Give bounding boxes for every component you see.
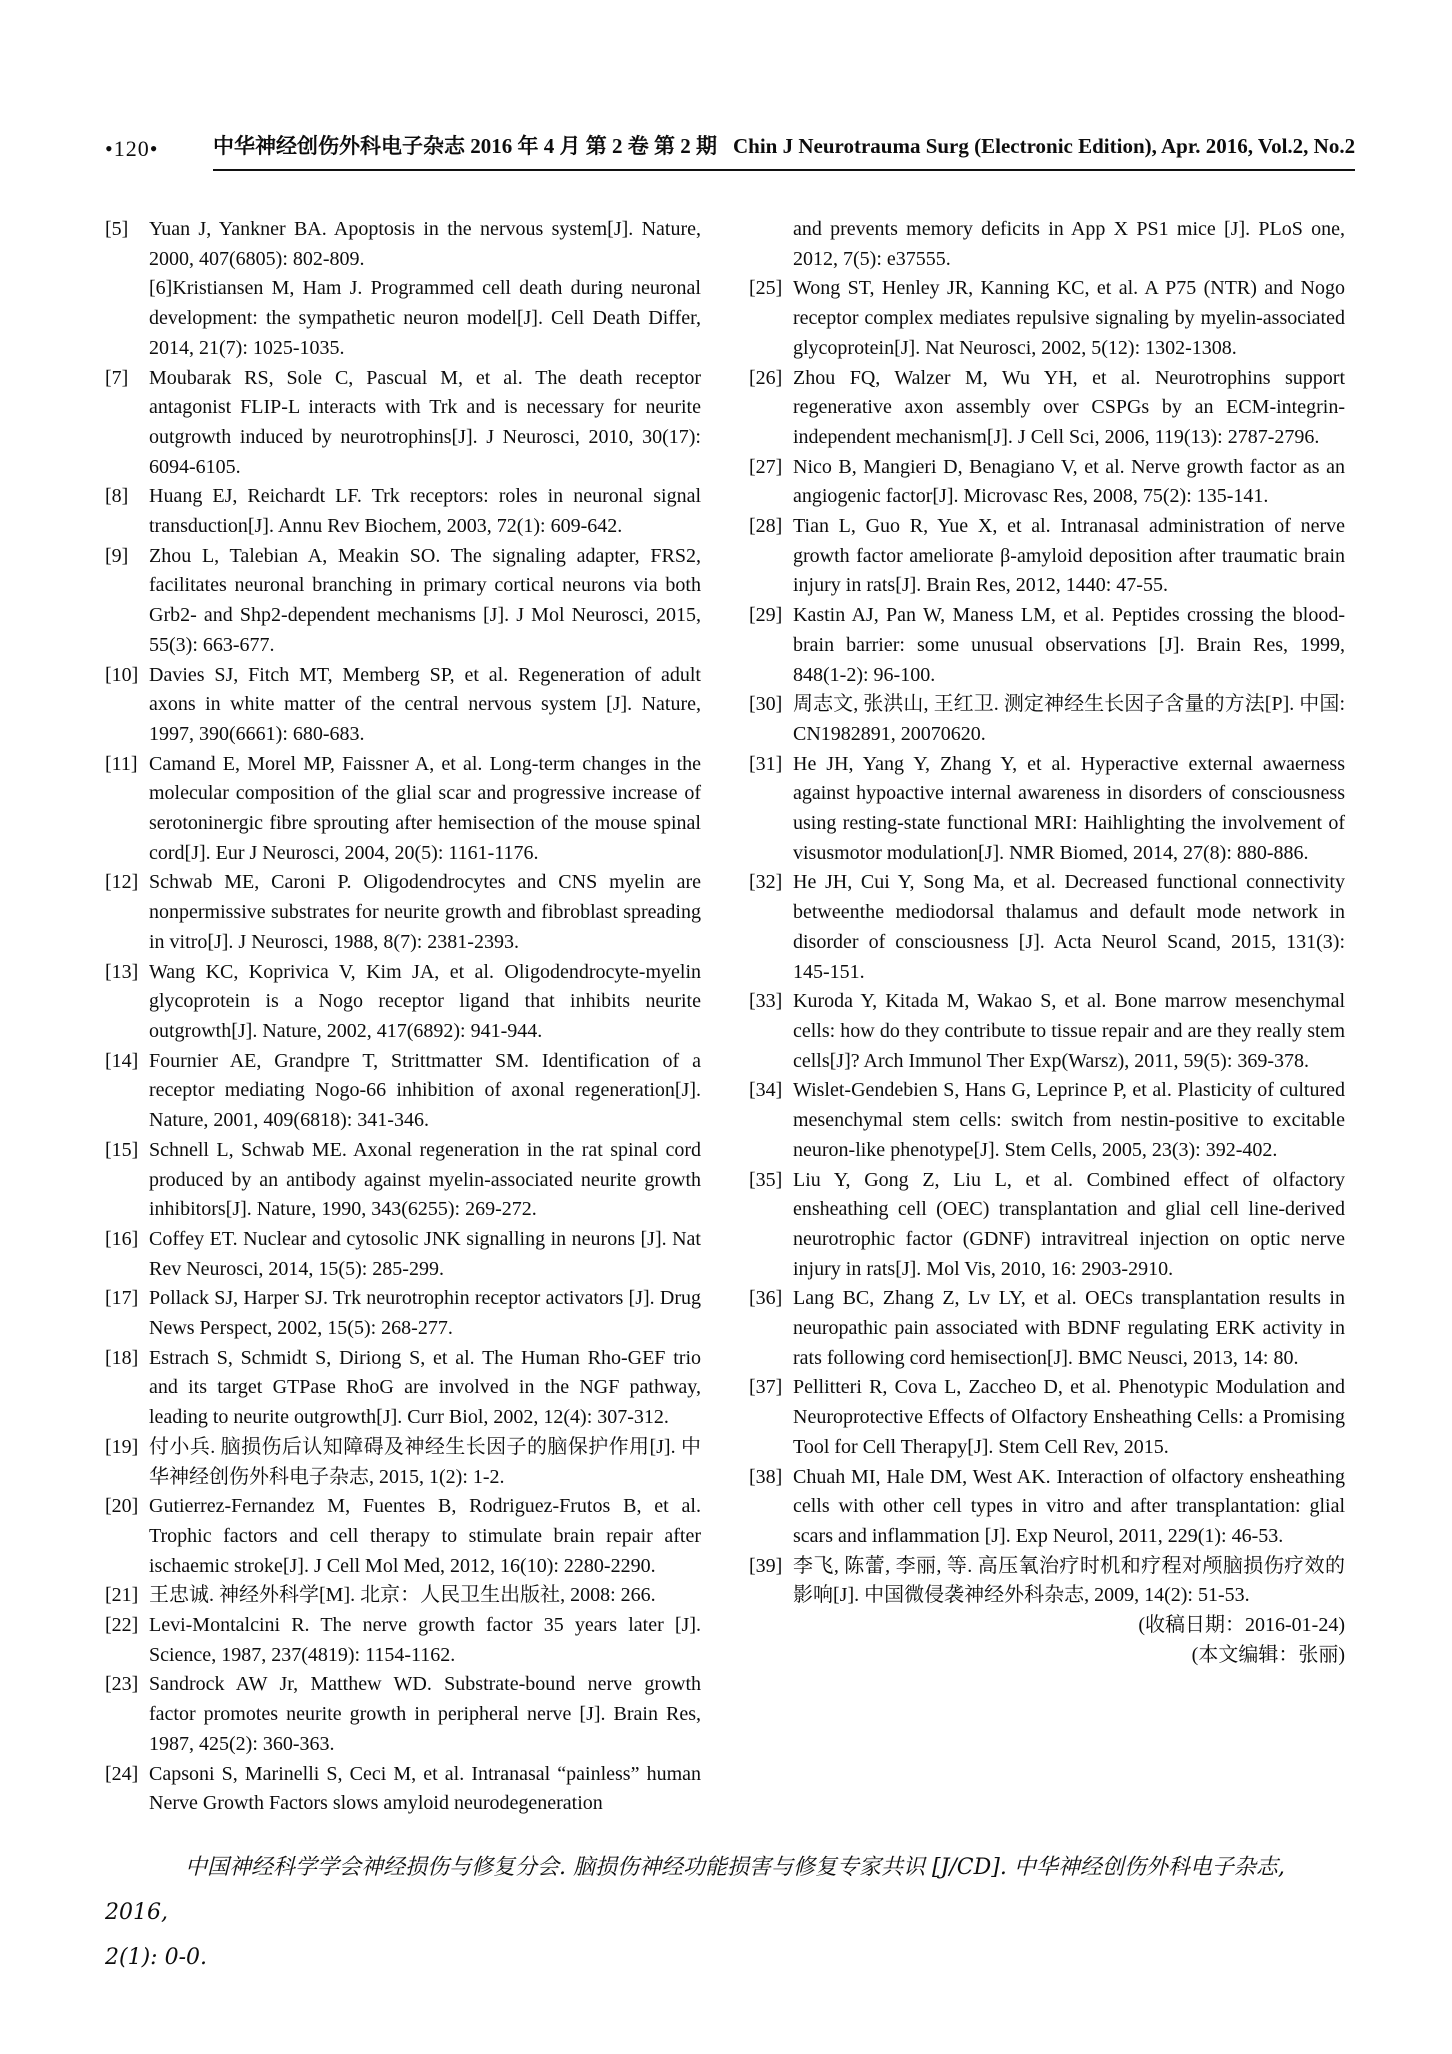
reference-item (749, 274, 1345, 363)
reference-number: [22] (105, 1614, 139, 1637)
references-column-left (105, 215, 701, 1819)
reference-item (105, 482, 701, 541)
reference-number: [25] (749, 277, 783, 300)
reference-item (105, 215, 701, 364)
reference-text-line: Fournier AE, Grandpre T, Strittmatter SM. Identification of a receptor mediating Nogo-66 inhibition of axonal regeneration[J]. Nature, 2001, 409(6818): 341-346. (149, 1049, 701, 1132)
reference-item (749, 1284, 1345, 1373)
reference-item (749, 1166, 1345, 1285)
reference-item (749, 1463, 1345, 1552)
reference-number (749, 1611, 793, 1641)
reference-text (149, 1284, 701, 1343)
reference-item (105, 958, 701, 1047)
reference-text (793, 1463, 1345, 1552)
reference-number: [33] (749, 990, 783, 1013)
reference-text (149, 750, 701, 869)
reference-text-line: Pollack SJ, Harper SJ. Trk neurotrophin receptor activators [J]. Drug News Perspect, 2002, 15(5): 268-277. (149, 1287, 701, 1340)
references-column-right (749, 215, 1345, 1819)
reference-text-line: He JH, Cui Y, Song Ma, et al. Decreased functional connectivity betweenthe mediodorsal thalamus and default mode network in disorder of consciousness [J]. Acta Neurol Scand, 2015, 131(3): 145-151. (793, 871, 1345, 983)
reference-item (105, 1047, 701, 1136)
reference-item (749, 987, 1345, 1076)
reference-text-line: Schnell L, Schwab ME. Axonal regeneration in the rat spinal cord produced by an antibody against myelin-associated neurite growth inhibitors[J]. Nature, 1990, 343(6255): 269-272. (149, 1138, 701, 1221)
reference-text-line: Capsoni S, Marinelli S, Ceci M, et al. Intranasal “painless” human Nerve Growth Factors slows amyloid neurodegeneration (149, 1762, 701, 1815)
reference-text (793, 1284, 1345, 1373)
reference-text-line: Coffey ET. Nuclear and cytosolic JNK signalling in neurons [J]. Nat Rev Neurosci, 2014, 15(5): 285-299. (149, 1227, 701, 1280)
reference-item (749, 1552, 1345, 1611)
reference-text (793, 1166, 1345, 1285)
reference-text-line: Kastin AJ, Pan W, Maness LM, et al. Peptides crossing the blood-brain barrier: some unusual observations [J]. Brain Res, 1999, 848(1-2): 96-100. (793, 604, 1345, 686)
reference-number: [35] (749, 1168, 783, 1191)
reference-number: [34] (749, 1079, 783, 1102)
reference-item (749, 453, 1345, 512)
reference-text-line: Estrach S, Schmidt S, Diriong S, et al. The Human Rho-GEF trio and its target GTPase RhoG are involved in the NGF pathway, leading to neurite outgrowth[J]. Curr Biol, 2002, 12(4): 307-312. (149, 1346, 701, 1429)
reference-text-line: Sandrock AW Jr, Matthew WD. Substrate-bound nerve growth factor promotes neurite growth in peripheral nerve [J]. Brain Res, 1987, 425(2): 360-363. (149, 1673, 701, 1755)
reference-number (749, 215, 793, 274)
reference-text (149, 1225, 701, 1284)
reference-text-line: and prevents memory deficits in App X PS1 mice [J]. PLoS one, 2012, 7(5): e37555. (793, 218, 1345, 270)
reference-text (793, 750, 1345, 869)
reference-text-line: Schwab ME, Caroni P. Oligodendrocytes and CNS myelin are nonpermissive substrates for neurite growth and fibroblast spreading in vitro[J]. J Neurosci, 1988, 8(7): 2381-2393. (149, 871, 701, 953)
reference-number: [31] (749, 752, 783, 775)
reference-item (105, 1492, 701, 1581)
colophon-line (749, 1641, 1345, 1671)
reference-text (149, 1047, 701, 1136)
reference-text-line: Wong ST, Henley JR, Kanning KC, et al. A P75 (NTR) and Nogo receptor complex mediates repulsive signaling by myelin-associated glycoprotein[J]. Nat Neurosci, 2002, 5(12): 1302-1308. (793, 277, 1345, 359)
reference-number: [30] (749, 693, 783, 716)
reference-number: [12] (105, 871, 139, 894)
reference-text-line: Davies SJ, Fitch MT, Memberg SP, et al. Regeneration of adult axons in white matter of the central nervous system [J]. Nature, 1997, 390(6661): 680-683. (149, 663, 701, 745)
reference-text (793, 1552, 1345, 1611)
reference-text-line: (本文编辑：张丽) (1191, 1643, 1345, 1666)
reference-text-line: Zhou L, Talebian A, Meakin SO. The signaling adapter, FRS2, facilitates neuronal branching in primary cortical neurons via both Grb2- and Shp2-dependent mechanisms [J]. J Mol Neurosci, 2015, 55(3): 663-677. (149, 544, 701, 656)
reference-text (793, 1076, 1345, 1165)
reference-item (105, 1611, 701, 1670)
reference-item (105, 1581, 701, 1611)
reference-text-line: Pellitteri R, Cova L, Zaccheo D, et al. Phenotypic Modulation and Neuroprotective Effects of Olfactory Ensheathing Cells: a Promising Tool for Cell Therapy[J]. Stem Cell Rev, 2015. (793, 1376, 1345, 1458)
reference-number: [9] (105, 544, 129, 567)
reference-continuation (749, 215, 1345, 274)
reference-item (749, 1373, 1345, 1462)
reference-text (149, 1670, 701, 1759)
reference-number: [24] (105, 1762, 139, 1785)
reference-text-line: Chuah MI, Hale DM, West AK. Interaction of olfactory ensheathing cells with other cell types in vitro and after transplantation: glial scars and inflammation [J]. Exp Neurol, 2011, 229(1): 46-53. (793, 1465, 1345, 1547)
reference-number: [21] (105, 1584, 139, 1607)
reference-text-line: Liu Y, Gong Z, Liu L, et al. Combined effect of olfactory ensheathing cell (OEC) transplantation and glial cell line-derived neurotrophic factor (GDNF) intravitreal injection on optic nerve injury in rats[J]. Mol Vis, 2010, 16: 2903-2910. (793, 1168, 1345, 1280)
reference-text (793, 601, 1345, 690)
reference-text (793, 274, 1345, 363)
reference-number: [10] (105, 663, 139, 686)
reference-text (149, 1492, 701, 1581)
reference-item (105, 1284, 701, 1343)
reference-number: [16] (105, 1227, 139, 1250)
reference-number: [29] (749, 604, 783, 627)
reference-text (149, 1611, 701, 1670)
reference-number: [26] (749, 366, 783, 389)
reference-number: [38] (749, 1465, 783, 1488)
reference-number: [18] (105, 1346, 139, 1369)
reference-text-line: He JH, Yang Y, Zhang Y, et al. Hyperactive external awaerness against hypoactive internal awareness in disorders of consciousness using resting-state functional MRI: Haihlighting the involvement of visusmotor modulation[J]. NMR Biomed, 2014, 27(8): 880-886. (793, 752, 1345, 864)
reference-text (793, 1611, 1345, 1641)
journal-title-en: Chin J Neurotrauma Surg (Electronic Edition), Apr. 2016, Vol.2, No.2 (733, 134, 1356, 158)
reference-item (749, 601, 1345, 690)
reference-number: [17] (105, 1287, 139, 1310)
reference-text-line: 王忠诚. 神经外科学[M]. 北京：人民卫生出版社, 2008: 266. (149, 1584, 656, 1607)
reference-item (105, 661, 701, 750)
reference-text (793, 364, 1345, 453)
reference-number: [27] (749, 455, 783, 478)
reference-text-line: Wislet-Gendebien S, Hans G, Leprince P, et al. Plasticity of cultured mesenchymal stem cells: switch from nestin-positive to excitable neuron-like phenotype[J]. Stem Cells, 2005, 23(3): 392-402. (793, 1079, 1345, 1161)
reference-text-line: Nico B, Mangieri D, Benagiano V, et al. Nerve growth factor as an angiogenic factor[J]. Microvasc Res, 2008, 75(2): 135-141. (793, 455, 1345, 508)
reference-text-line: (收稿日期：2016-01-24) (1138, 1614, 1345, 1637)
footer-citation (105, 1845, 1345, 1980)
reference-text (793, 690, 1345, 749)
reference-item (105, 1344, 701, 1433)
reference-number: [19] (105, 1435, 139, 1458)
reference-number: [20] (105, 1495, 139, 1518)
reference-number: [13] (105, 960, 139, 983)
reference-number: [5] (105, 218, 129, 240)
reference-item (105, 1760, 701, 1819)
reference-text (149, 215, 701, 364)
reference-text-line: Lang BC, Zhang Z, Lv LY, et al. OECs transplantation results in neuropathic pain associated with BDNF regulating ERK activity in rats following cord hemisection[J]. BMC Neusci, 2013, 14: 80. (793, 1287, 1345, 1369)
reference-text (149, 364, 701, 483)
reference-item (749, 750, 1345, 869)
reference-item (105, 1225, 701, 1284)
reference-text-line: 李飞, 陈蕾, 李丽, 等. 高压氧治疗时机和疗程对颅脑损伤疗效的影响[J]. 中国微侵袭神经外科杂志, 2009, 14(2): 51-53. (793, 1554, 1345, 1607)
reference-number: [11] (105, 752, 138, 775)
reference-item (749, 868, 1345, 987)
reference-number: [14] (105, 1049, 139, 1072)
reference-text-line: Levi-Montalcini R. The nerve growth factor 35 years later [J]. Science, 1987, 237(4819): 1154-1162. (149, 1614, 701, 1666)
reference-text (793, 1641, 1345, 1671)
reference-text (149, 1136, 701, 1225)
reference-number: [32] (749, 871, 783, 894)
page-header (105, 130, 1356, 171)
reference-item (105, 1136, 701, 1225)
reference-text-line: [6]Kristiansen M, Ham J. Programmed cell death during neuronal development: the sympathetic neuron model[J]. Cell Death Differ, 2014, 21(7): 1025-1035. (149, 277, 701, 359)
reference-text (793, 1373, 1345, 1462)
reference-text-line: 付小兵. 脑损伤后认知障碍及神经生长因子的脑保护作用[J]. 中华神经创伤外科电子杂志, 2015, 1(2): 1-2. (149, 1435, 701, 1488)
reference-item (105, 868, 701, 957)
reference-number: [23] (105, 1673, 139, 1696)
reference-text-line: Camand E, Morel MP, Faissner A, et al. Long-term changes in the molecular composition of the glial scar and progressive increase of serotoninergic fibre sprouting after hemisection of the mouse spinal cord[J]. Eur J Neurosci, 2004, 20(5): 1161-1176. (149, 752, 701, 864)
reference-text (149, 542, 701, 661)
reference-number: [36] (749, 1287, 783, 1310)
reference-number: [39] (749, 1554, 783, 1577)
page-number: •120• (105, 136, 159, 161)
reference-number (749, 1641, 793, 1671)
reference-text-line: Moubarak RS, Sole C, Pascual M, et al. The death receptor antagonist FLIP-L interacts with Trk and is necessary for neurite outgrowth induced by neurotrophins[J]. J Neurosci, 2010, 30(17): 6094-6105. (149, 366, 701, 478)
reference-text-line: Wang KC, Koprivica V, Kim JA, et al. Oligodendrocyte-myelin glycoprotein is a Nogo receptor ligand that inhibits neurite outgrowth[J]. Nature, 2002, 417(6892): 941-944. (149, 960, 701, 1042)
journal-masthead (213, 130, 1355, 171)
reference-item (749, 364, 1345, 453)
reference-text (793, 512, 1345, 601)
reference-text (149, 958, 701, 1047)
reference-number: [15] (105, 1138, 139, 1161)
reference-number: [37] (749, 1376, 783, 1399)
reference-text (793, 215, 1345, 274)
reference-item (105, 1670, 701, 1759)
reference-text (149, 1344, 701, 1433)
reference-text-line: 周志文, 张洪山, 王红卫. 测定神经生长因子含量的方法[P]. 中国: CN1982891, 20070620. (793, 693, 1345, 745)
reference-number: [28] (749, 515, 783, 538)
reference-text-line: Kuroda Y, Kitada M, Wakao S, et al. Bone marrow mesenchymal cells: how do they contribute to tissue repair and are they really stem cells[J]? Arch Immunol Ther Exp(Warsz), 2011, 59(5): 369-378. (793, 990, 1345, 1072)
reference-text (149, 661, 701, 750)
reference-text (149, 1581, 701, 1611)
colophon-line (749, 1611, 1345, 1641)
reference-item (749, 690, 1345, 749)
reference-text-line: Huang EJ, Reichardt LF. Trk receptors: roles in neuronal signal transduction[J]. Annu Rev Biochem, 2003, 72(1): 609-642. (149, 485, 701, 538)
journal-title-cn: 中华神经创伤外科电子杂志 2016 年 4 月 第 2 卷 第 2 期 (213, 134, 717, 158)
reference-text-line: Yuan J, Yankner BA. Apoptosis in the nervous system[J]. Nature, 2000, 407(6805): 802-809. (149, 218, 701, 270)
reference-number: [7] (105, 366, 129, 389)
reference-item (749, 512, 1345, 601)
reference-list (105, 215, 1345, 1819)
reference-text (793, 868, 1345, 987)
reference-item (105, 1433, 701, 1492)
reference-text (149, 1433, 701, 1492)
reference-text (793, 987, 1345, 1076)
reference-text (793, 453, 1345, 512)
reference-item (749, 1076, 1345, 1165)
reference-item (105, 364, 701, 483)
footer-citation-line-2: 2(1): 0-0. (105, 1944, 207, 1970)
reference-text-line: Zhou FQ, Walzer M, Wu YH, et al. Neurotrophins support regenerative axon assembly over CSPGs by an ECM-integrin-independent mechanism[J]. J Cell Sci, 2006, 119(13): 2787-2796. (793, 366, 1345, 448)
reference-item (105, 750, 701, 869)
reference-item (105, 542, 701, 661)
reference-text-line: Gutierrez-Fernandez M, Fuentes B, Rodriguez-Frutos B, et al. Trophic factors and cell therapy to stimulate brain repair after ischaemic stroke[J]. J Cell Mol Med, 2012, 16(10): 2280-2290. (149, 1495, 701, 1577)
reference-text (149, 868, 701, 957)
reference-number: [8] (105, 485, 129, 508)
footer-citation-line-1: 中国神经科学学会神经损伤与修复分会. 脑损伤神经功能损害与修复专家共识 [J/CD]. 中华神经创伤外科电子杂志, 2016, (105, 1854, 1285, 1925)
reference-text (149, 1760, 701, 1819)
reference-text-line: Tian L, Guo R, Yue X, et al. Intranasal administration of nerve growth factor ameliorate β-amyloid deposition after traumatic brain injury in rats[J]. Brain Res, 2012, 1440: 47-55. (793, 515, 1345, 597)
reference-text (149, 482, 701, 541)
